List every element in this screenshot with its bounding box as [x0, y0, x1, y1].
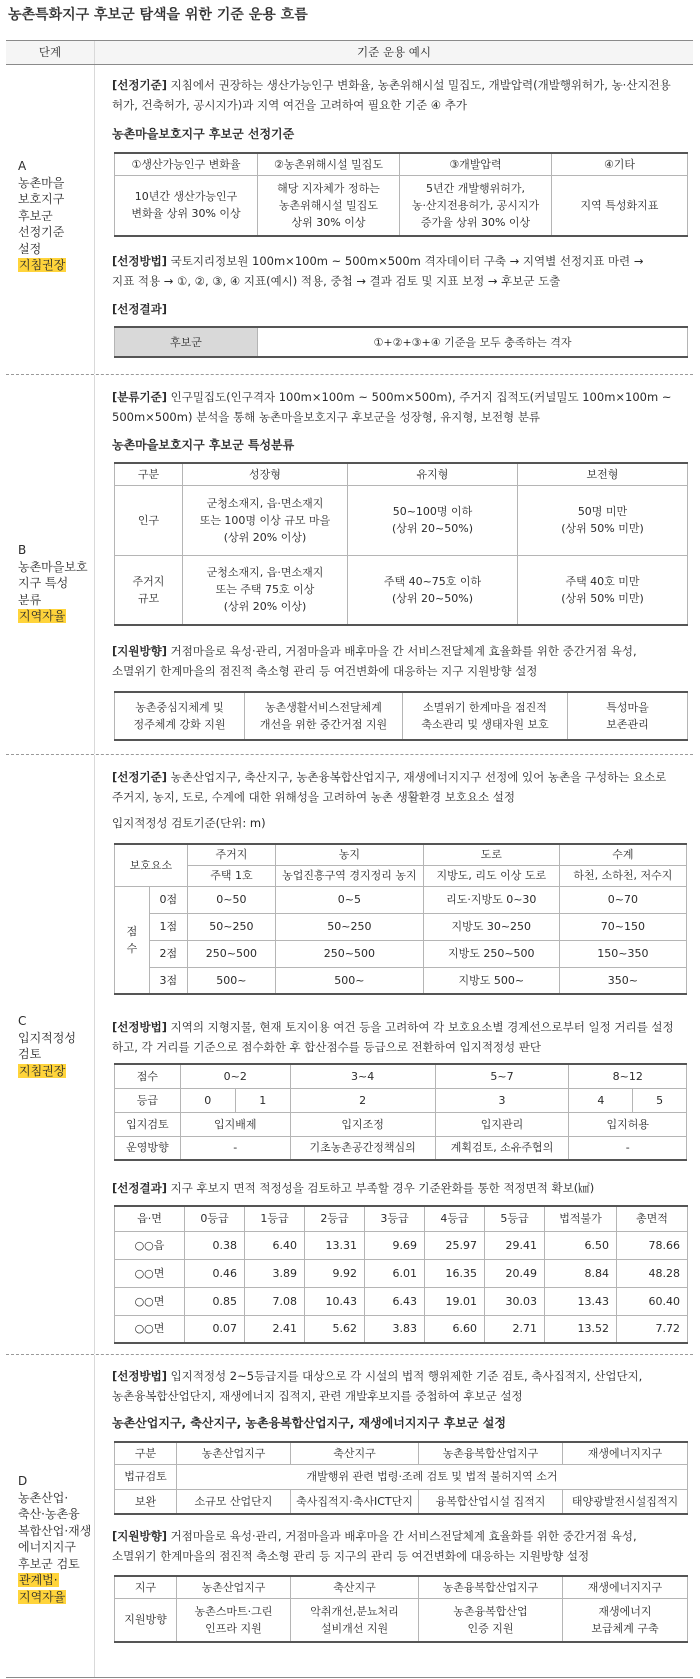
- table-cell: 2점: [149, 940, 187, 967]
- table-cell: 성장형: [183, 463, 348, 485]
- table-row: [115, 1315, 688, 1343]
- table-cell: 6.43: [365, 1287, 425, 1315]
- subtitle: 농촌마을보호지구 후보군 특성분류: [112, 438, 295, 452]
- result-table: [114, 326, 688, 358]
- table-cell: 70~150: [559, 913, 686, 940]
- tag-regional: 지역자율: [19, 1589, 66, 1604]
- table-cell: 점 수: [115, 886, 150, 994]
- table-cell: 4등급: [425, 1206, 485, 1231]
- table-cell: 250~500: [187, 940, 275, 967]
- table-cell: 8.84: [545, 1259, 617, 1287]
- table-cell: 수계: [559, 844, 686, 865]
- table-cell: 29.41: [485, 1231, 545, 1259]
- table-cell: 30.03: [485, 1287, 545, 1315]
- table-cell: -: [180, 1136, 290, 1160]
- table-cell: 500~: [275, 967, 423, 994]
- table-cell: 점수: [115, 1064, 181, 1088]
- table-cell: 도로: [423, 844, 559, 865]
- unit-caption: 입지적정성 검토기준(단위: m): [112, 816, 266, 830]
- stage-label-d: D 농촌산업· 축산·농촌융 복합산업·재생 에너지지구 후보군 검토 관계법· 지역자율: [18, 1474, 92, 1604]
- table-cell: 0.85: [185, 1287, 245, 1315]
- table-cell: 5: [633, 1088, 687, 1112]
- table-cell: 5년간 개발행위허가, 농·산지전용허가, 공시지가 증가율 상위 30% 이상: [400, 175, 552, 236]
- table-cell: 리도·지방도 0~30: [423, 886, 559, 913]
- section-d: D 농촌산업· 축산·농촌융 복합산업·재생 에너지지구 후보군 검토 관계법· 지역자율 [선정방법] 입지적정성 2~5등급지를 대상으로 각 시설의 법적 행위제한 기준 검토, 축사집적지, 산업단지, 농촌융복합산업단지, 재생에너지 집적지, 관련 개발후보지를 중첩하여 후보군 설정 농촌산업지구, 축산지구, 농촌융복합산업지구, 재생에너지지구 후보군 설정 구분 농촌산업지구 축산지구 농촌융복합산업지구 재생에너지지구 법규검토 개발행위 관련 법령·조례 검토 및 법적 불허지역 소거 보완 소규모 산업단지 축사집적지·축사ICT단지 융복합산업시설 집적지 태양광발전시설집적지 [지원방향] 거점마을로 육성·관리, 거점마을과 배후마을 간 서비스전달체계 효율화를 위한 중간거점 육성, 소멸위기 한계마을의 점진적 축소형 관리 등 지구의 관리 등 여건변화에 대응하는 지원방향 설정 지구 농촌산업지구 축산지구 농촌융복합산업지구 재생에너지지구 지원방향 농촌스마트·그린 인프라 지원 악취개선,분뇨처리 설비개선 지원 농촌융복합산업 인증 지원 재생에너지 보급체계 구축: [6, 1355, 693, 1678]
- table-cell: ④기타: [552, 153, 688, 175]
- section-b: B 농촌마을보호 지구 특성 분류 지역자율 [분류기준] 인구밀집도(인구격자 100m×100m ~ 500m×500m), 주거지 집적도(커널밀도 100m×100m ~ 500m×500m) 분석을 통해 농촌마을보호지구 후보군을 성장형, 유지형, 보전형 분류 농촌마을보호지구 후보군 특성분류 구분 성장형 유지형 보전형 인구 군청소재지, 읍·면소재지 또는 100명 이상 규모 마을 (상위 20% 이상) 50~100명 이하 (상위 20~50%) 50명 미만 (상위 50% 미만) 주거지 규모 군청소재지, 읍·면소재지 또는 주택 75호 이상 (상위 20% 이상) 주택 40~75호 이하 (상위 20~50%) 주택 40호 미만 (상위 50% 미만) [지원방향] 거점마을로 육성·관리, 거점마을과 배후마을 간 서비스전달체계 효율화를 위한 중간거점 육성, 소멸위기 한계마을의 점진적 축소형 관리 등 여건변화에 대응하는 지구 지원방향 설정 농촌중심지체계 및 정주체계 강화 지원 농촌생활서비스전달체계 개선을 위한 중간거점 지원 소멸위기 한계마을 점진적 축소관리 및 생태자원 보호 특성마을 보존관리: [6, 375, 693, 755]
- table-row: [115, 1259, 688, 1287]
- table-cell: 입지조정: [290, 1112, 435, 1136]
- table-cell: 태양광발전시설집적지: [563, 1489, 688, 1514]
- table-cell: 16.35: [425, 1259, 485, 1287]
- table-cell: 하천, 소하천, 저수지: [559, 865, 686, 886]
- table-cell: 50~100명 이하 (상위 20~50%): [348, 485, 518, 555]
- table-cell: 농촌산업지구: [177, 1442, 291, 1464]
- tag-guideline: 지침권장: [19, 258, 66, 272]
- table-cell: 350~: [559, 967, 686, 994]
- table-cell: 유지형: [348, 463, 518, 485]
- table-cell: 48.28: [617, 1259, 688, 1287]
- table-cell: 0.46: [185, 1259, 245, 1287]
- table-cell: 주택 1호: [187, 865, 275, 886]
- table-cell: ①+②+③+④ 기준을 모두 충족하는 격자: [258, 327, 688, 357]
- table-cell: 50명 미만 (상위 50% 미만): [518, 485, 688, 555]
- table-cell: 개발행위 관련 법령·조례 검토 및 법적 불허지역 소거: [177, 1464, 688, 1489]
- table-cell: 보전형: [518, 463, 688, 485]
- table-cell: 1점: [149, 913, 187, 940]
- table-cell: 60.40: [617, 1287, 688, 1315]
- tag-legal: 관계법·: [19, 1573, 58, 1587]
- table-cell: 주거지 규모: [115, 555, 183, 625]
- table-cell: 인구: [115, 485, 183, 555]
- subtitle: 농촌마을보호지구 후보군 선정기준: [112, 127, 295, 141]
- table-cell: 10년간 생산가능인구 변화율 상위 30% 이상: [115, 175, 258, 236]
- table-cell: 계획검토, 소유주협의: [435, 1136, 569, 1160]
- table-cell: 농촌융복합산업 인증 지원: [419, 1598, 563, 1642]
- table-cell: 0.38: [185, 1231, 245, 1259]
- table-cell: 0.07: [185, 1315, 245, 1343]
- stage-label-b: B 농촌마을보호 지구 특성 분류 지역자율: [18, 543, 88, 623]
- table-cell: 3: [435, 1088, 569, 1112]
- table-cell: 입지검토: [115, 1112, 181, 1136]
- table-cell: 250~500: [275, 940, 423, 967]
- table-cell: 기초농촌공간정책심의: [290, 1136, 435, 1160]
- table-cell: 0: [180, 1088, 235, 1112]
- table-cell: 5등급: [485, 1206, 545, 1231]
- table-cell: 6.50: [545, 1231, 617, 1259]
- table-cell: -: [569, 1136, 687, 1160]
- table-cell: 500~: [187, 967, 275, 994]
- table-cell: ○○읍: [115, 1231, 185, 1259]
- table-cell: 군청소재지, 읍·면소재지 또는 주택 75호 이상 (상위 20% 이상): [183, 555, 348, 625]
- table-cell: 4: [569, 1088, 633, 1112]
- table-cell: 0~5: [275, 886, 423, 913]
- table-header: [6, 40, 693, 65]
- table-cell: 6.01: [365, 1259, 425, 1287]
- district-table: [114, 1441, 688, 1515]
- table-cell: 6.60: [425, 1315, 485, 1343]
- section-a: A 농촌마을 보호지구 후보군 선정기준 설정 지침권장 [선정기준] 지침에서 권장하는 생산가능인구 변화율, 농촌위해시설 밀집도, 개발압력(개발행위허가, 농·산지전용 허가, 건축허가, 공시지가)과 지역 여건을 고려하여 필요한 기준 ④ 추가 농촌마을보호지구 후보군 선정기준 ①생산가능인구 변화율 ②농촌위해시설 밀집도 ③개발압력 ④기타 10년간 생산가능인구 변화율 상위 30% 이상 해당 지자체가 정하는 농촌위해시설 밀집도 상위 30% 이상 5년간 개발행위허가, 농·산지전용허가, 공시지가 증가율 상위 30% 이상 지역 특성화지표 [선정방법] 국토지리정보원 100m×100m ~ 500m×500m 격자데이터 구축 → 지역별 선정지표 마련 → 지표 적용 → ①, ②, ③, ④ 지표(예시) 적용, 중첩 → 결과 검토 및 지표 보정 → 후보군 도출 [선정결과] 후보군 ①+②+③+④ 기준을 모두 충족하는 격자: [6, 65, 693, 375]
- table-cell: 농지: [275, 844, 423, 865]
- table-cell: 8~12: [569, 1064, 687, 1088]
- table-cell: 1등급: [245, 1206, 305, 1231]
- table-cell: 2: [290, 1088, 435, 1112]
- table-cell: 지역 특성화지표: [552, 175, 688, 236]
- table-cell: 50~250: [187, 913, 275, 940]
- table-cell: 1: [235, 1088, 290, 1112]
- table-cell: 재생에너지지구: [563, 1442, 688, 1464]
- table-cell: ②농촌위해시설 밀집도: [258, 153, 400, 175]
- table-cell: 10.43: [305, 1287, 365, 1315]
- table-row: [115, 1287, 688, 1315]
- table-cell: ○○면: [115, 1315, 185, 1343]
- table-cell: 구분: [115, 1442, 177, 1464]
- table-cell: 3등급: [365, 1206, 425, 1231]
- table-cell: 보호요소: [115, 844, 188, 886]
- table-cell: 농촌스마트·그린 인프라 지원: [177, 1598, 291, 1642]
- table-cell: 2.41: [245, 1315, 305, 1343]
- table-cell: 13.31: [305, 1231, 365, 1259]
- table-cell: 재생에너지 보급체계 구축: [563, 1598, 688, 1642]
- table-cell: 3~4: [290, 1064, 435, 1088]
- table-cell: 축산지구: [291, 1442, 419, 1464]
- table-cell: 운영방향: [115, 1136, 181, 1160]
- table-cell: 2등급: [305, 1206, 365, 1231]
- table-cell: 입지관리: [435, 1112, 569, 1136]
- classification-text: [분류기준] 인구밀집도(인구격자 100m×100m ~ 500m×500m), 주거지 집적도(커널밀도 100m×100m ~: [112, 390, 672, 404]
- criteria-table: [114, 152, 688, 237]
- table-cell: 법적불가: [545, 1206, 617, 1231]
- table-cell: 0~2: [180, 1064, 290, 1088]
- method-text: [선정방법] 입지적정성 2~5등급지를 대상으로 각 시설의 법적 행위제한 기준 검토, 축사집적지, 산업단지,: [112, 1369, 643, 1383]
- table-cell: 총면적: [617, 1206, 688, 1231]
- table-cell: 축산지구: [291, 1576, 419, 1598]
- table-cell: 19.01: [425, 1287, 485, 1315]
- table-cell: 소규모 산업단지: [177, 1489, 291, 1514]
- table-cell: 0~50: [187, 886, 275, 913]
- table-cell: 20.49: [485, 1259, 545, 1287]
- table-row: [115, 1231, 688, 1259]
- table-cell: 2.71: [485, 1315, 545, 1343]
- grade-table: [114, 1063, 687, 1161]
- area-table: [114, 1205, 688, 1344]
- table-cell: 재생에너지지구: [563, 1576, 688, 1598]
- header-stage: 단계: [6, 41, 95, 64]
- table-cell: 보완: [115, 1489, 177, 1514]
- table-cell: 13.52: [545, 1315, 617, 1343]
- table-cell: 구분: [115, 463, 183, 485]
- table-cell: 주택 40호 미만 (상위 50% 미만): [518, 555, 688, 625]
- table-cell: 25.97: [425, 1231, 485, 1259]
- table-cell: 지방도 500~: [423, 967, 559, 994]
- tag-guideline: 지침권장: [19, 1063, 66, 1078]
- table-cell: 7.72: [617, 1315, 688, 1343]
- method-text: [선정방법] 국토지리정보원 100m×100m ~ 500m×500m 격자데이터 구축 → 지역별 선정지표 마련 →: [112, 254, 644, 268]
- table-cell: 50~250: [275, 913, 423, 940]
- stage-label-c: C 입지적정성 검토 지침권장: [18, 1014, 76, 1078]
- table-cell: 5~7: [435, 1064, 569, 1088]
- method-text: [선정방법] 지역의 지형지물, 현재 토지이용 여건 등을 고려하여 각 보호요소별 경계선으로부터 일정 거리를 설정: [112, 1020, 674, 1034]
- support-text: [지원방향] 거점마을로 육성·관리, 거점마을과 배후마을 간 서비스전달체계 효율화를 위한 중간거점 육성,: [112, 1529, 637, 1543]
- page-title: 농촌특화지구 후보군 탐색을 위한 기준 운용 흐름: [8, 7, 308, 23]
- table-cell: 융복합산업시설 집적지: [419, 1489, 563, 1514]
- criteria-text: [선정기준] 지침에서 권장하는 생산가능인구 변화율, 농촌위해시설 밀집도, 개발압력(개발행위허가, 농·산지전용: [112, 78, 671, 92]
- table-cell: 악취개선,분뇨처리 설비개선 지원: [291, 1598, 419, 1642]
- table-cell: 농촌생활서비스전달체계 개선을 위한 중간거점 지원: [245, 692, 403, 740]
- section-c: C 입지적정성 검토 지침권장 [선정기준] 농촌산업지구, 축산지구, 농촌융복합산업지구, 재생에너지지구 선정에 있어 농촌을 구성하는 요소로 주거지, 농지, 도로, 수계에 대한 위해성을 고려하여 농촌 생활환경 보호요소 설정 입지적정성 검토기준(단위: m) 보호요소 주거지 농지 도로 수계 주택 1호 농업진흥구역 경지정리 농지 지방도, 리도 이상 도로 하천, 소하천, 저수지 점 수 0점 0~50 0~5 리도·지방도 0~30 0~70 1점 50~250 50~250 지방도 30~250 70~150 2점 250~500 250~500 지방도 250~500 150~350 3점 500~ 500~ 지방도 500~ 350~ [선정방법] 지역의 지형지물, 현재 토지이용 여건 등을 고려하여 각 보호요소별 경계선으로부터 일정 거리를 설정 하고, 각 거리를 기준으로 점수화한 후 합산점수를 등급으로 전환하여 입지적정성 판단 점수 0~2 3~4 5~7 8~12 등급 0 1 2 3 4 5 입지검토 입지배제 입지조정 입지관리 입지허용 운영방향 - 기초농촌공간정책심의 계획검토, 소유주협의 - [선정결과] 지구 후보지 면적 적정성을 검토하고 부족할 경우 기준완화를 통한 적정면적 확보(㎢) 읍·면 0등급 1등급 2등급 3등급 4등급 5등급 법적불가 총면적 ○○읍 0.38 6.40 13.31 9.69 25.97 29.41 6.50 78.66 ○○면 0.46 3.89 9.92 6.01 16.35 20.49 8.84 48.28 ○○면 0.85 7.08 10.43 6.43 19.01 30.03 13.43 60.40 ○○면 0.07 2.41 5.62 3.83 6.60 2.71 13.52 7.72: [6, 755, 693, 1355]
- table-cell: 3.83: [365, 1315, 425, 1343]
- table-cell: 후보군: [115, 327, 258, 357]
- characteristics-table: [114, 462, 688, 626]
- table-cell: 0등급: [185, 1206, 245, 1231]
- criteria-text: [선정기준] 농촌산업지구, 축산지구, 농촌융복합산업지구, 재생에너지지구 선정에 있어 농촌을 구성하는 요소로: [112, 770, 667, 784]
- tag-regional: 지역자율: [19, 609, 66, 623]
- support-table: [114, 691, 688, 741]
- table-cell: 축사집적지·축사ICT단지: [291, 1489, 419, 1514]
- result-text: [선정결과] 지구 후보지 면적 적정성을 검토하고 부족할 경우 기준완화를 통한 적정면적 확보(㎢): [112, 1181, 595, 1195]
- table-cell: 소멸위기 한계마을 점진적 축소관리 및 생태자원 보호: [403, 692, 568, 740]
- table-cell: ①생산가능인구 변화율: [115, 153, 258, 175]
- table-cell: 입지배제: [180, 1112, 290, 1136]
- table-cell: 농촌융복합산업지구: [419, 1442, 563, 1464]
- table-cell: 읍·면: [115, 1206, 185, 1231]
- table-cell: 150~350: [559, 940, 686, 967]
- table-cell: ③개발압력: [400, 153, 552, 175]
- table-cell: 7.08: [245, 1287, 305, 1315]
- table-cell: 특성마을 보존관리: [568, 692, 688, 740]
- support-text: [지원방향] 거점마을로 육성·관리, 거점마을과 배후마을 간 서비스전달체계 효율화를 위한 중간거점 육성,: [112, 644, 637, 658]
- table-cell: 등급: [115, 1088, 181, 1112]
- table-cell: 5.62: [305, 1315, 365, 1343]
- table-cell: 해당 지자체가 정하는 농촌위해시설 밀집도 상위 30% 이상: [258, 175, 400, 236]
- table-cell: ○○면: [115, 1259, 185, 1287]
- table-cell: 0~70: [559, 886, 686, 913]
- table-cell: 주거지: [187, 844, 275, 865]
- table-cell: 13.43: [545, 1287, 617, 1315]
- table-cell: 0점: [149, 886, 187, 913]
- table-cell: 지구: [115, 1576, 177, 1598]
- table-cell: 입지허용: [569, 1112, 687, 1136]
- table-cell: 농촌중심지체계 및 정주체계 강화 지원: [115, 692, 245, 740]
- table-cell: 6.40: [245, 1231, 305, 1259]
- table-cell: 주택 40~75호 이하 (상위 20~50%): [348, 555, 518, 625]
- table-cell: 78.66: [617, 1231, 688, 1259]
- table-cell: 군청소재지, 읍·면소재지 또는 100명 이상 규모 마을 (상위 20% 이상): [183, 485, 348, 555]
- table-cell: 지방도 30~250: [423, 913, 559, 940]
- header-criteria: 기준 운용 예시: [357, 45, 431, 59]
- table-cell: 법규검토: [115, 1464, 177, 1489]
- table-cell: 지원방향: [115, 1598, 177, 1642]
- table-cell: 농촌산업지구: [177, 1576, 291, 1598]
- table-cell: 지방도 250~500: [423, 940, 559, 967]
- table-cell: 3.89: [245, 1259, 305, 1287]
- stage-label-a: A 농촌마을 보호지구 후보군 선정기준 설정 지침권장: [18, 159, 66, 272]
- location-criteria-table: [114, 843, 687, 995]
- table-cell: 9.92: [305, 1259, 365, 1287]
- table-cell: 지방도, 리도 이상 도로: [423, 865, 559, 886]
- district-support-table: [114, 1575, 688, 1643]
- subtitle: 농촌산업지구, 축산지구, 농촌융복합산업지구, 재생에너지지구 후보군 설정: [112, 1416, 506, 1430]
- table-cell: 9.69: [365, 1231, 425, 1259]
- table-cell: 농업진흥구역 경지정리 농지: [275, 865, 423, 886]
- table-cell: ○○면: [115, 1287, 185, 1315]
- table-cell: 농촌융복합산업지구: [419, 1576, 563, 1598]
- table-cell: 3점: [149, 967, 187, 994]
